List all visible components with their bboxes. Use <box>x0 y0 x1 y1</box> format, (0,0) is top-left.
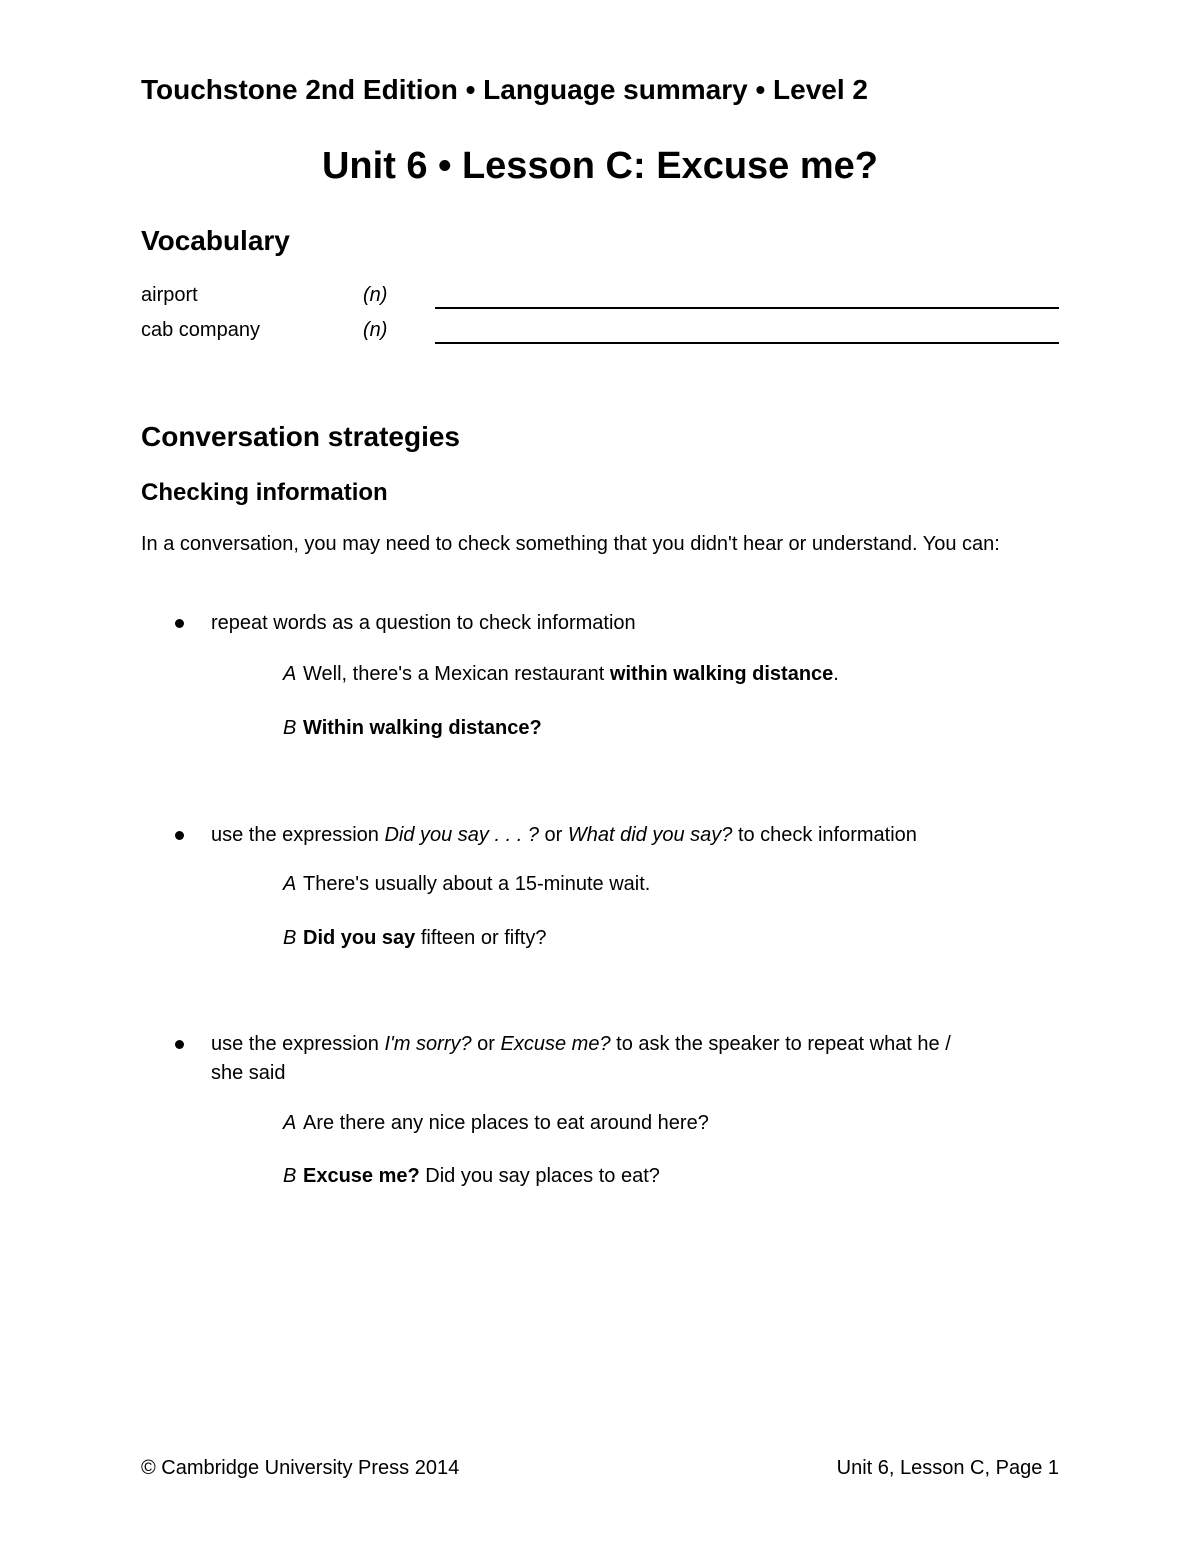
answer-line <box>435 342 1059 344</box>
bullet-italic-text: I'm sorry? <box>384 1033 472 1055</box>
example-bold-text: Excuse me? <box>303 1165 420 1187</box>
unit-title: Unit 6 • Lesson C: Excuse me? <box>321 145 878 187</box>
speaker-label: B <box>283 717 297 739</box>
bullet-text: use the expression <box>211 824 385 846</box>
bullet-text: to ask the speaker to repeat what he / she said <box>211 1033 951 1084</box>
example-line <box>283 1112 709 1135</box>
part-of-speech: (n) <box>363 319 388 341</box>
example-text: . <box>833 663 839 685</box>
example-text: Well, there's a Mexican restaurant <box>303 663 610 685</box>
bullet-icon <box>175 831 184 840</box>
example-bold-text: Within walking distance? <box>303 717 542 739</box>
bullet-italic-text: Did you say . . . ? <box>384 824 539 846</box>
intro-paragraph: In a conversation, you may need to check something that you didn't hear or understand. You can: <box>141 533 1000 555</box>
bullet-icon <box>175 619 184 628</box>
strategy-bullet <box>211 1030 971 1088</box>
strategy-bullet <box>211 821 971 850</box>
checking-information-heading: Checking information <box>141 479 388 506</box>
speaker-label: A <box>283 1112 297 1134</box>
strategy-bullet <box>211 609 971 638</box>
example-text: There's usually about a 15-minute wait. <box>303 873 651 895</box>
example-bold-text: Did you say <box>303 927 416 949</box>
vocabulary-word: airport <box>141 284 198 306</box>
example-line <box>283 873 650 896</box>
example-bold-text: within walking distance <box>609 663 834 685</box>
example-line <box>283 1165 660 1188</box>
speaker-label: A <box>283 663 297 685</box>
bullet-text: or <box>471 1033 501 1055</box>
part-of-speech: (n) <box>363 284 388 306</box>
conversation-strategies-heading: Conversation strategies <box>141 421 460 452</box>
example-text: fifteen or fifty? <box>415 927 547 949</box>
example-line <box>283 663 839 686</box>
bullet-text: or <box>538 824 568 846</box>
speaker-label: B <box>283 927 297 949</box>
example-text: Are there any nice places to eat around here? <box>303 1112 709 1134</box>
document-header-title: Touchstone 2nd Edition • Language summary • Level 2 <box>141 74 868 105</box>
bullet-icon <box>175 1040 184 1049</box>
answer-line <box>435 307 1059 309</box>
example-line <box>283 927 546 950</box>
speaker-label: A <box>283 873 297 895</box>
vocabulary-word: cab company <box>141 319 260 341</box>
vocabulary-row <box>141 319 1059 349</box>
vocabulary-heading: Vocabulary <box>141 225 290 256</box>
bullet-text: use the expression <box>211 1033 385 1055</box>
bullet-italic-text: Excuse me? <box>500 1033 611 1055</box>
copyright-footer: © Cambridge University Press 2014 <box>141 1457 460 1479</box>
bullet-text: to check information <box>732 824 917 846</box>
example-line <box>283 717 542 740</box>
speaker-label: B <box>283 1165 297 1187</box>
bullet-italic-text: What did you say? <box>567 824 733 846</box>
example-text: Did you say places to eat? <box>419 1165 660 1187</box>
bullet-text: repeat words as a question to check information <box>211 612 636 634</box>
page-reference-footer: Unit 6, Lesson C, Page 1 <box>836 1457 1059 1479</box>
vocabulary-row <box>141 284 1059 314</box>
